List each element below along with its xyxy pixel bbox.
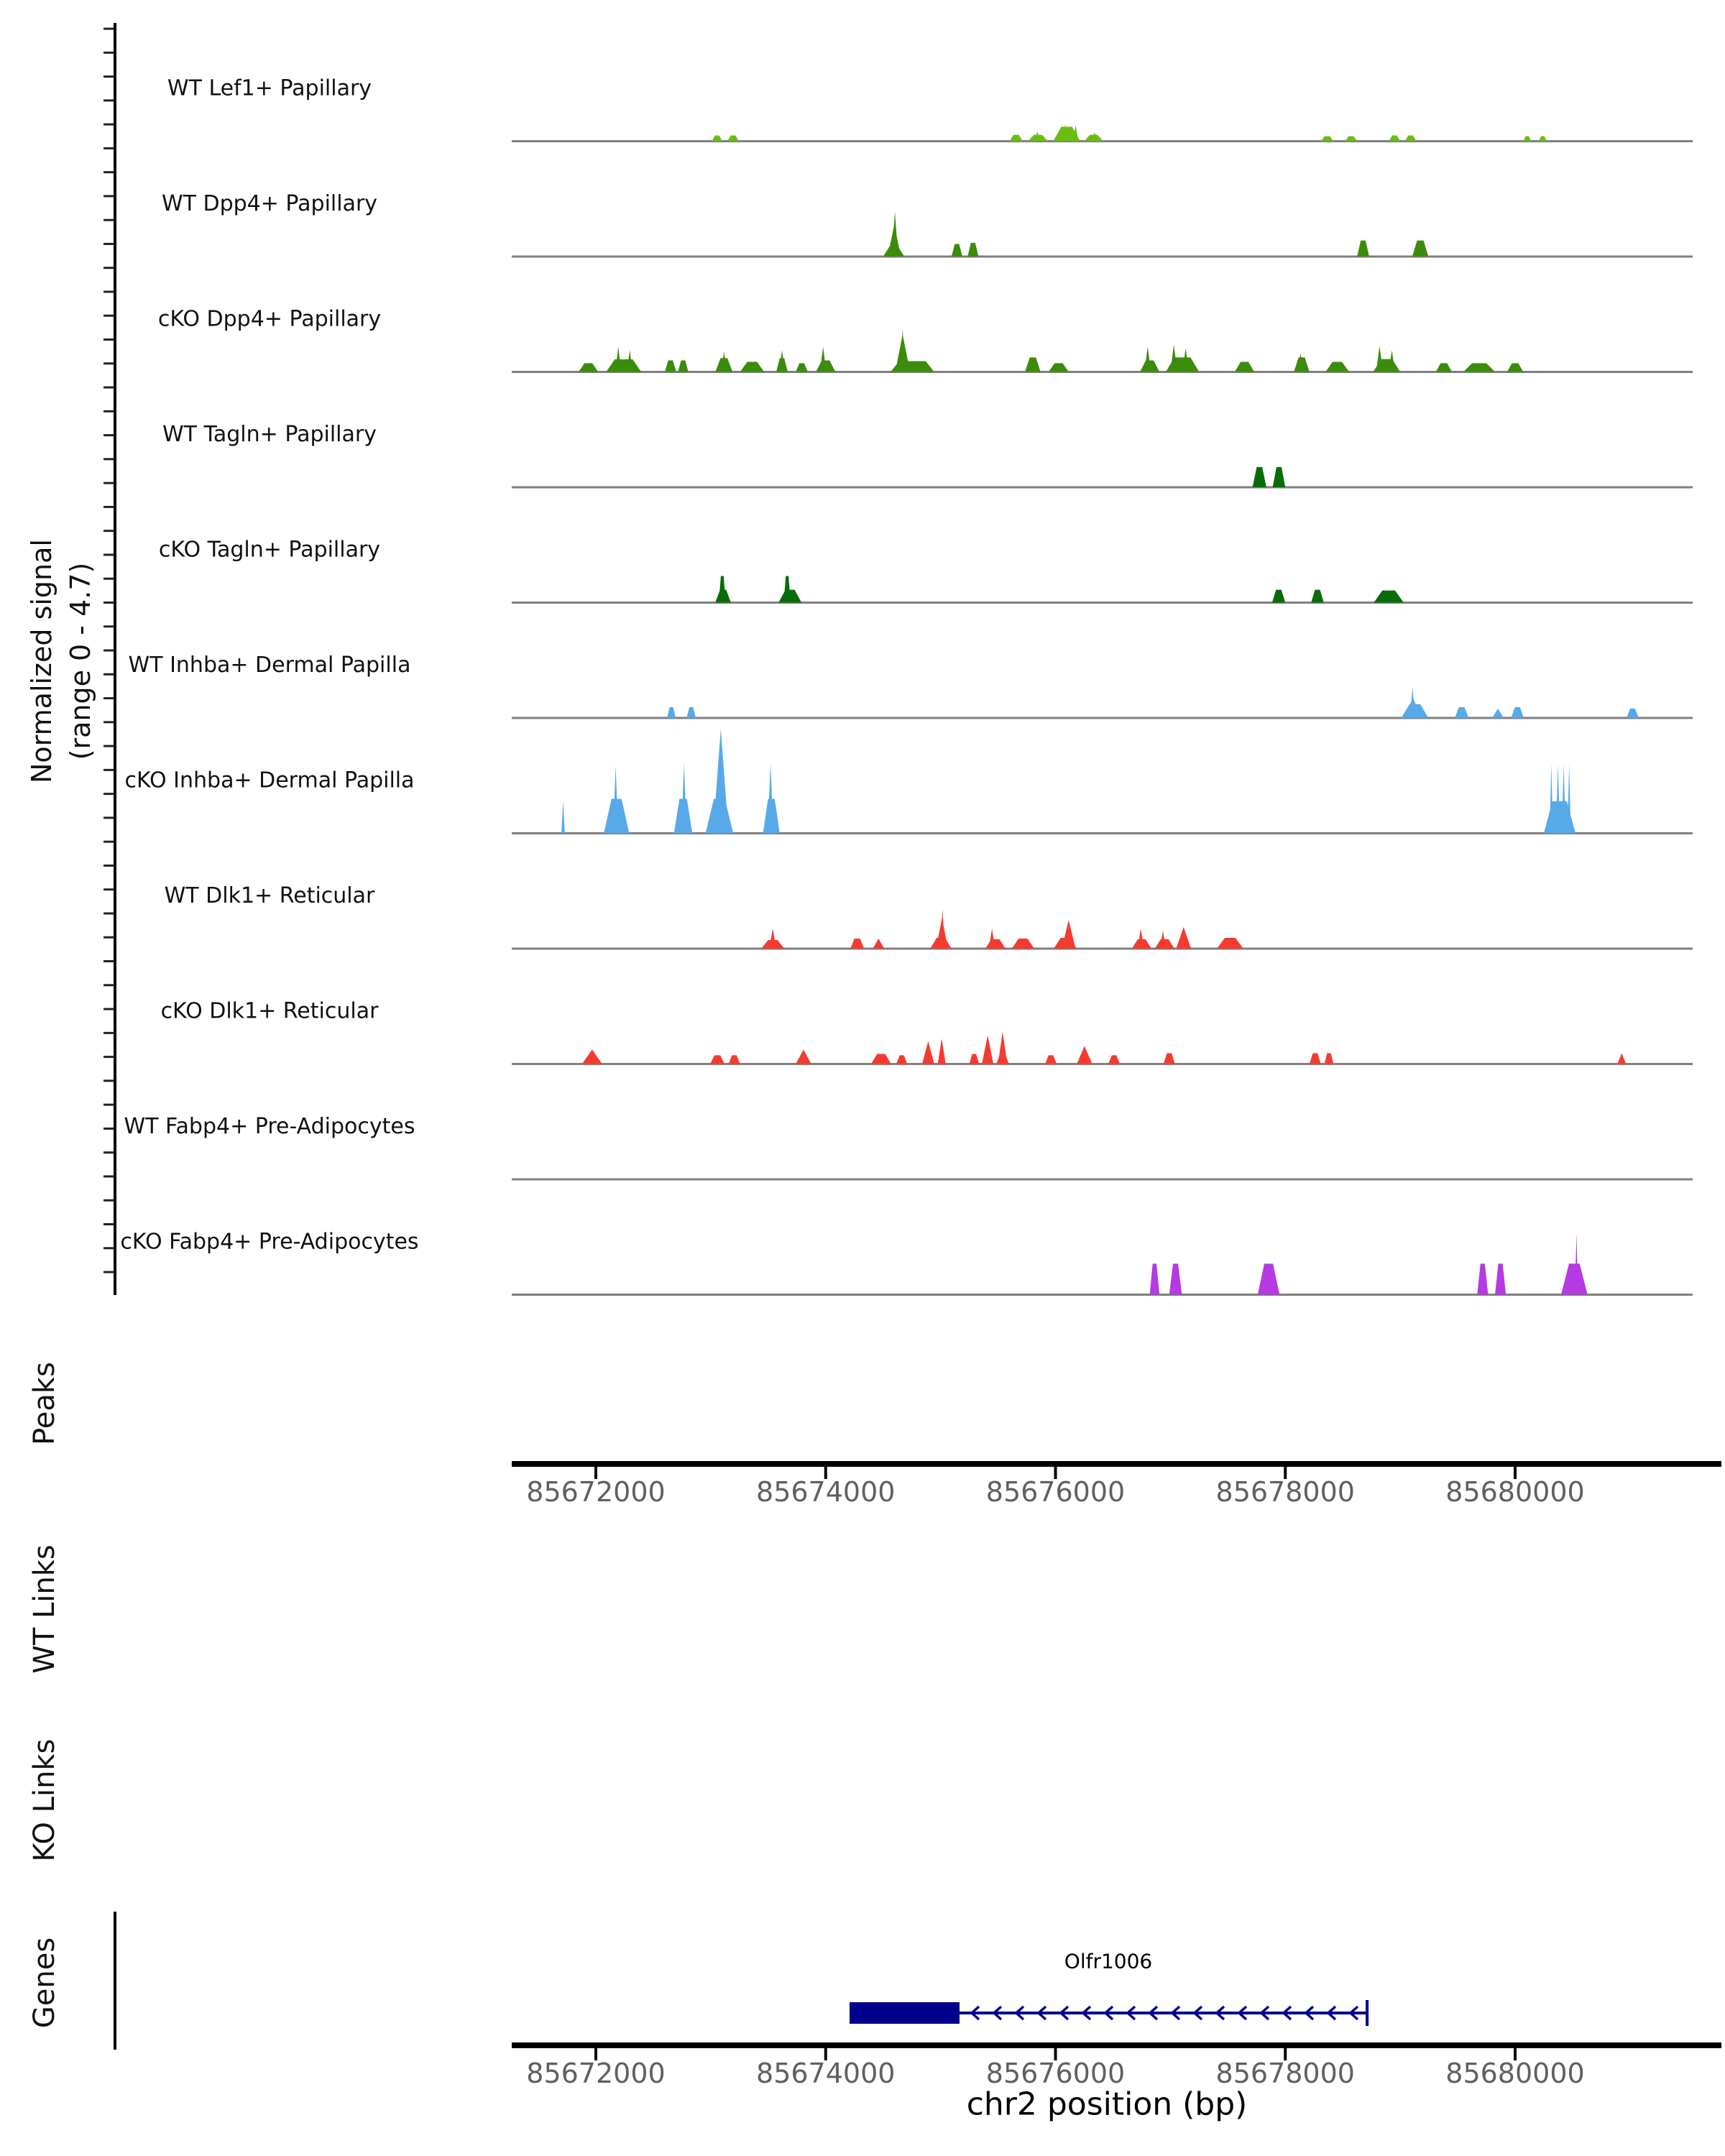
signal-peak (1272, 590, 1285, 603)
signal-peak (1217, 938, 1243, 949)
signal-peak (1539, 136, 1547, 141)
x-axis-tick-label: 85674000 (756, 1476, 896, 1508)
x-axis-tick-label: 85680000 (1445, 2058, 1585, 2089)
signal-spike (998, 1032, 1008, 1064)
signal-spike (873, 939, 884, 949)
signal-peak (667, 707, 676, 718)
x-axis-tick-label: 85672000 (526, 1476, 666, 1508)
signal-spike (1376, 346, 1384, 372)
signal-peak (1325, 361, 1349, 372)
signal-peak (1325, 1054, 1334, 1064)
signal-peak (1258, 1263, 1279, 1294)
section-label-wt-links: WT Links (28, 1544, 61, 1674)
signal-peak (783, 576, 791, 602)
signal-peak (729, 1055, 740, 1064)
y-axis-label-line2: (range 0 - 4.7) (65, 562, 96, 760)
signal-spike (1077, 1046, 1092, 1064)
signal-peak (1310, 1054, 1321, 1064)
signal-peak (1495, 1263, 1506, 1294)
gene-name-label: Olfr1006 (1064, 1949, 1153, 1973)
signal-peak (985, 939, 1006, 949)
signal-peak (727, 136, 739, 142)
signal-peak (1108, 1055, 1120, 1064)
signal-peak (1164, 1054, 1175, 1064)
signal-spike (1138, 929, 1144, 949)
signal-peak (1511, 707, 1524, 718)
signal-peak (1345, 136, 1357, 141)
signal-peak (1374, 591, 1404, 603)
signal-peak (712, 136, 722, 142)
signal-peak (1405, 136, 1417, 142)
signal-peak (606, 359, 641, 372)
signal-peak (579, 363, 598, 372)
x-axis-tick-label: 85680000 (1445, 1476, 1585, 1508)
track-label: WT Dpp4+ Papillary (161, 191, 378, 216)
signal-peak (1049, 363, 1069, 372)
signal-peak (1010, 135, 1023, 142)
signal-peak (1025, 357, 1041, 372)
signal-peak (850, 939, 864, 949)
section-label-ko-links: KO Links (28, 1738, 61, 1862)
signal-spike (922, 1041, 934, 1064)
track-label: WT Tagln+ Papillary (162, 422, 377, 447)
signal-spike (681, 763, 686, 833)
signal-spike (1550, 765, 1553, 834)
x-axis-tick-label: 85674000 (756, 2058, 896, 2089)
signal-peak (1012, 939, 1034, 949)
x-axis-tick-label: 85676000 (985, 2058, 1126, 2089)
signal-peak (1169, 1263, 1182, 1294)
signal-spike (1556, 765, 1560, 834)
signal-peak (1311, 590, 1324, 603)
signal-peak (710, 1055, 724, 1064)
signal-spike (768, 763, 773, 833)
signal-peak (1357, 241, 1369, 257)
x-axis-tick-label: 85672000 (526, 2058, 666, 2089)
signal-peak (1561, 1263, 1588, 1294)
track-label: WT Inhba+ Dermal Papilla (128, 653, 411, 678)
track-label: cKO Inhba+ Dermal Papilla (124, 768, 415, 793)
signal-spike (820, 346, 827, 372)
signal-peak (1150, 1263, 1160, 1294)
x-axis-label: chr2 position (bp) (966, 2086, 1248, 2123)
track-label: WT Lef1+ Papillary (167, 75, 372, 101)
track-label: WT Fabp4+ Pre-Adipocytes (124, 1114, 415, 1139)
signal-peak (896, 1055, 907, 1064)
signal-spike (1062, 920, 1075, 949)
gene-exon-box (850, 2002, 960, 2024)
signal-spike (1568, 765, 1571, 834)
signal-spike (1176, 927, 1191, 949)
section-label-genes: Genes (28, 1937, 61, 2029)
signal-peak (1436, 363, 1452, 372)
track-label: cKO Fabp4+ Pre-Adipocytes (120, 1229, 419, 1255)
signal-peak (1507, 363, 1523, 372)
track-label: cKO Tagln+ Papillary (158, 537, 381, 563)
section-label-peaks: Peaks (28, 1362, 61, 1445)
x-axis-tick-label: 85678000 (1215, 2058, 1355, 2089)
signal-peak (796, 363, 808, 372)
signal-spike (796, 1049, 811, 1064)
signal-peak (1455, 707, 1468, 718)
signal-spike (938, 1038, 946, 1064)
signal-peak (871, 1054, 891, 1064)
signal-spike (1562, 765, 1566, 834)
signal-peak (1412, 241, 1428, 257)
signal-peak (970, 1054, 980, 1064)
signal-peak (686, 707, 696, 718)
y-axis-label-line1: Normalized signal (26, 539, 58, 783)
signal-spike (989, 929, 995, 949)
track-label: cKO Dlk1+ Reticular (160, 998, 379, 1024)
signal-spike (1144, 346, 1151, 372)
x-axis-tick-label: 85676000 (985, 1476, 1126, 1508)
signal-spike (582, 1049, 602, 1064)
signal-peak (719, 576, 726, 602)
signal-peak (1235, 361, 1254, 372)
signal-peak (1477, 1263, 1488, 1294)
signal-spike (561, 801, 565, 834)
signal-peak (1523, 136, 1531, 141)
signal-peak (678, 361, 688, 372)
track-label: WT Dlk1+ Reticular (164, 883, 375, 908)
track-label: cKO Dpp4+ Papillary (157, 306, 382, 332)
signal-spike (1617, 1054, 1626, 1064)
signal-spike (713, 729, 729, 833)
signal-peak (740, 361, 765, 372)
signal-peak (1273, 467, 1286, 487)
signal-peak (1627, 709, 1639, 718)
signal-peak (1321, 136, 1334, 141)
signal-peak (1045, 1055, 1057, 1064)
signal-spike (1492, 709, 1504, 718)
signal-peak (1253, 467, 1266, 487)
signal-peak (967, 243, 978, 257)
x-axis-tick-label: 85678000 (1215, 1476, 1355, 1508)
signal-spike (982, 1036, 993, 1064)
signal-peak (1389, 136, 1400, 142)
signal-peak (665, 361, 676, 372)
signal-peak (1463, 363, 1495, 372)
signal-spike (769, 929, 776, 949)
signal-peak (952, 244, 962, 257)
